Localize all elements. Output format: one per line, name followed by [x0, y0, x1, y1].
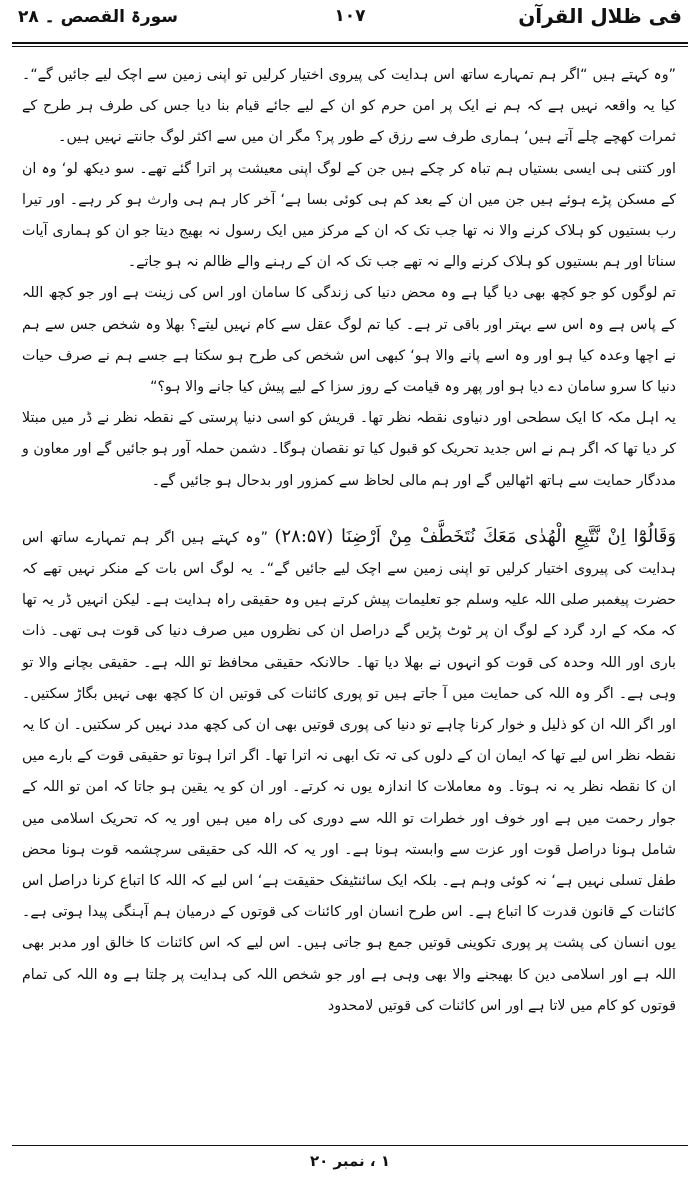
page-header [14, 0, 686, 40]
verse-arabic: وَقَالُوْٓا اِنْ نَّتَّبِعِ الْهُدٰى مَعَكَ نُتَخَطَّفْ مِنْ اَرْضِنَا (۲۸:۵۷) [274, 525, 677, 547]
page-number: ۱۰۷ [334, 6, 366, 26]
body-text [22, 60, 676, 1022]
paragraph: ”وہ کہتے ہیں “اگر ہم تمہارے ساتھ اس ہدایت کی پیروی اختیار کرلیں تو اپنی زمین سے اچک لیے جائیں گے“۔کیا یہ واقعہ نہیں ہے کہ ہم نے ایک پر امن حرم کو ان کے لیے جائے قیام بنا دیا جس کی طرف ہر طرح کے ثمرات کھچے چلے آتے ہیں‘ ہماری طرف سے رزق کے طور پر؟ مگر ان میں سے اکثر لوگ جانتے نہیں ہیں۔ [22, 67, 676, 146]
verse-commentary: ”وہ کہتے ہیں اگر ہم تمہارے ساتھ اس ہدایت کی پیروی اختیار کرلیں تو اپنی زمین سے اچک لیے جائیں گے“۔ یہ لوگ اس بات کے منکر نہیں تھے کہ حضرت پیغمبر صلی اللہ علیہ وسلم جو تعلیمات پیش کرتے ہیں وہ حقیقی راہ ہدایت ہے۔ لیکن انہیں ڈر یہ تھا کہ مکہ کے ارد گرد کے لوگ ان پر ٹوٹ پڑیں گے دراصل ان کی نظروں میں صرف دنیا کی قوت ہی تھی۔ ذات باری اور اللہ وحدہ کی قوت کو انہوں نے بھلا دیا تھا۔ حالانکہ حقیقی محافظ تو اللہ ہے۔ حقیقی بچانے والا تو وہی ہے۔ اگر وہ اللہ کی حمایت میں آ جاتے ہیں تو پوری کائنات کی قوتیں ان کا کچھ بھی نہیں بگاڑ سکتیں۔ اور اگر اللہ ان کو ذلیل و خوار کرنا چاہے تو دنیا کی پوری قوتیں بھی ان کی کچھ مدد نہیں کر سکتیں۔ ان کا یہ نقطہ نظر اس لیے تھا کہ ایمان ان کے دلوں کی تہ تک ابھی نہ اترا تھا۔ اگر اترا ہوتا تو حقیقی قوت کے بارے میں ان کا نقطہ نظر یہ نہ ہوتا۔ وہ معاملات کا اندازہ یوں نہ کرتے۔ اور ان کو یہ یقین ہو جاتا کہ امن تو اللہ کے جوار رحمت میں ہے اور خوف اور خطرات تو اللہ سے دوری کی راہ میں ہیں اور یہ کہ تحریک اسلامی میں شامل ہونا دراصل قوت اور عزت سے وابستہ ہونا ہے۔ اور یہ کہ اللہ کی حقیقی سرچشمہ قوت ہونا محض طفل تسلی نہیں ہے‘ نہ کوئی وہم ہے۔ بلکہ ایک سائنٹیفک حقیقت ہے‘ اس لیے کہ اللہ کا اتباع کرنا دراصل اس کائنات کے قانون قدرت کا اتباع ہے۔ اس طرح انسان اور کائنات کی قوتوں کے درمیان ہم آہنگی پیدا ہوتی ہے۔ یوں انسان کی پشت پر پوری تکوینی قوتیں جمع ہو جاتی ہیں۔ اس لیے کہ اس کائنات کا خالق اور مدبر بھی اللہ ہے اور اسلامی دین کا بھیجنے والا بھی وہی ہے اور جو شخص اللہ کی ہدایت پر چلتا ہے وہ اللہ کی تمام قوتوں کو کام میں لاتا ہے اور اس کائنات کی قوتیں لامحدود [22, 529, 676, 1014]
page-footer: ۱ ، نمبر ۲۰ [310, 1152, 390, 1170]
footer-rule [12, 1145, 688, 1146]
paragraph: یہ اہل مکہ کا ایک سطحی اور دنیاوی نقطہ نظر تھا۔ قریش کو اسی دنیا پرستی کے نقطہ نظر نے ڈر میں مبتلا کر دیا تھا کہ اگر ہم نے اس جدید تحریک کو قبول کیا تو نقصان ہوگا۔ دشمن حملہ آور ہو جائیں گے اور معاون و مددگار حمایت سے ہاتھ اٹھالیں گے اور ہم مالی لحاظ سے کمزور اور بدحال ہو جائیں گے۔ [22, 410, 676, 489]
header-rule-thin [12, 46, 688, 47]
book-title: فی ظلال القرآن [518, 4, 682, 28]
section-gap [22, 497, 676, 521]
header-rule [12, 42, 688, 44]
paragraph: تم لوگوں کو جو کچھ بھی دیا گیا ہے وہ محض دنیا کی زندگی کا سامان اور اس کی زینت ہے اور جو کچھ اللہ کے پاس ہے وہ اس سے بہتر اور باقی تر ہے۔ کیا تم لوگ عقل سے کام نہیں لیتے؟ بھلا وہ شخص جس سے ہم نے اچھا وعدہ کیا ہو اور وہ اسے پانے والا ہو‘ کبھی اس شخص کی طرح ہو سکتا ہے جسے ہم نے صرف حیات دنیا کا سرو سامان دے دیا ہو اور پھر وہ قیامت کے روز سزا کے لیے پیش کیا جانے والا ہو؟“ [22, 285, 676, 396]
surah-label: سورۃ القصص ۔ ۲۸ [18, 7, 178, 27]
paragraph: اور کتنی ہی ایسی بستیاں ہم تباہ کر چکے ہیں جن کے لوگ اپنی معیشت پر اترا گئے تھے۔ سو دیکھ لو‘ وہ ان کے مسکن پڑے ہوئے ہیں جن میں ان کے بعد کم ہی کوئی بسا ہے‘ آخر کار ہم ہی وارث ہو کر رہے۔ اور تیرا رب بستیوں کو ہلاک کرنے والا نہ تھا جب تک کہ ان کے مرکز میں ایک رسول نہ بھیج دیتا جو ان کو ہماری آیات سناتا اور ہم بستیوں کو ہلاک کرنے والے نہ تھے جب تک کہ ان کے رہنے والے ظالم نہ ہو جاتے۔ [22, 160, 676, 271]
verse-paragraph [22, 521, 676, 1022]
